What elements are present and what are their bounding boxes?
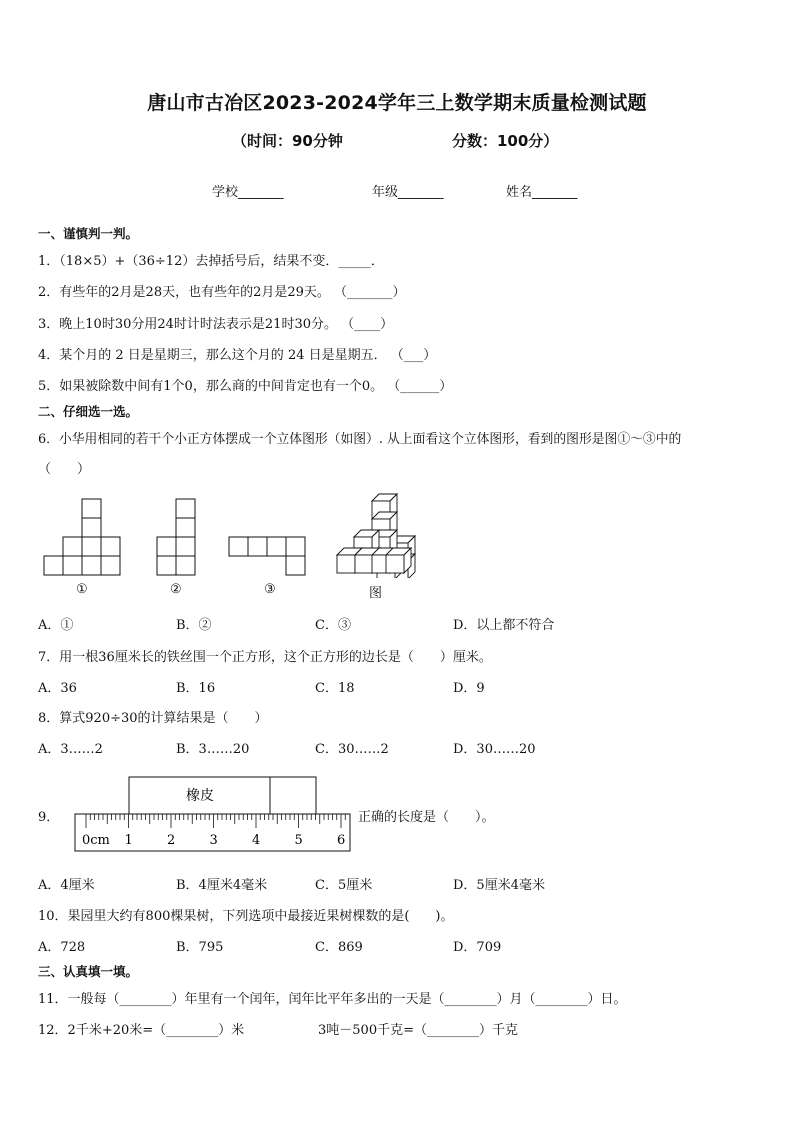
q7-option-b[interactable]: B．16 — [176, 681, 216, 696]
question-8: 8．算式920÷30的计算结果是（ ） — [38, 711, 268, 726]
figure-1-label: ① — [76, 582, 88, 597]
score-label: 分数：100分） — [452, 132, 559, 150]
q8-option-c[interactable]: C．30……2 — [315, 742, 389, 757]
q10-option-a[interactable]: A．728 — [38, 940, 86, 955]
q6-option-d[interactable]: D．以上都不符合 — [453, 618, 555, 633]
section-3-heading: 三、认真填一填。 — [38, 964, 139, 979]
q10-option-b[interactable]: B．795 — [176, 940, 224, 955]
q8-option-b[interactable]: B．3……20 — [176, 742, 250, 757]
question-12-part-b: 3吨－500千克=（________）千克 — [318, 1023, 518, 1038]
q10-option-c[interactable]: C．869 — [315, 940, 363, 955]
q6-option-b[interactable]: B．② — [176, 618, 212, 633]
section-1-heading: 一、谨慎判一判。 — [38, 226, 139, 241]
figure-3-top-view — [228, 535, 308, 579]
figure-label: 图 — [369, 586, 383, 601]
eraser-label: 橡皮 — [186, 788, 214, 804]
figure-2-label: ② — [170, 582, 182, 597]
q7-option-c[interactable]: C．18 — [315, 681, 355, 696]
grade-field: 年级_______ — [372, 185, 444, 200]
ruler-label: 5 — [294, 833, 303, 848]
q8-option-a[interactable]: A．3……2 — [38, 742, 103, 757]
question-11: 11．一般每（________）年里有一个闰年，闰年比平年多出的一天是（________）月（________）日。 — [38, 992, 627, 1007]
q7-option-a[interactable]: A．36 — [38, 681, 77, 696]
q6-option-a[interactable]: A．① — [38, 618, 74, 633]
q9-option-c[interactable]: C．5厘米 — [315, 878, 373, 893]
ruler-label: 1 — [124, 833, 133, 848]
q6-option-c[interactable]: C．③ — [315, 618, 351, 633]
question-1: 1．（18×5）+（36÷12）去掉括号后，结果不变．_____． — [38, 254, 384, 269]
name-field: 姓名_______ — [506, 185, 578, 200]
ruler-label: 3 — [209, 833, 218, 848]
question-10: 10．果园里大约有800棵果树，下列选项中最接近果树棵数的是( )。 — [38, 909, 454, 924]
question-3: 3．晚上10时30分用24时计时法表示是21时30分。 （____） — [38, 317, 394, 332]
page-title: 唐山市古冶区2023-2024学年三上数学期末质量检测试题 — [147, 92, 647, 114]
question-7: 7．用一根36厘米长的铁丝围一个正方形，这个正方形的边长是（ ）厘米。 — [38, 650, 492, 665]
ruler-label: 0cm — [82, 833, 110, 848]
school-field: 学校_______ — [212, 185, 284, 200]
question-5: 5．如果被除数中间有1个0，那么商的中间肯定也有一个0。 （______） — [38, 379, 453, 394]
question-6-blank: （ ） — [38, 462, 91, 477]
time-label: （时间：90分钟 — [232, 132, 343, 150]
figure-2-top-view — [156, 497, 198, 579]
question-9-number: 9． — [38, 810, 60, 825]
question-4: 4．某个月的 2 日是星期三，那么这个月的 24 日是星期五． （___） — [38, 348, 437, 363]
q10-option-d[interactable]: D．709 — [453, 940, 502, 955]
question-6: 6．小华用相同的若干个小正方体摆成一个立体图形（如图）. 从上面看这个立体图形，看到的图形是图①～③中的 — [38, 432, 682, 447]
figure-1-top-view — [43, 497, 123, 579]
ruler-label: 2 — [167, 833, 176, 848]
ruler-label: 6 — [337, 833, 346, 848]
ruler-label: 4 — [252, 833, 261, 848]
q9-option-d[interactable]: D．5厘米4毫米 — [453, 878, 545, 893]
question-2: 2．有些年的2月是28天，也有些年的2月是29天。 （_______） — [38, 285, 406, 300]
ruler-eraser-figure — [74, 775, 354, 853]
cube-stack-figure — [336, 492, 416, 578]
figure-3-label: ③ — [264, 582, 276, 597]
q7-option-d[interactable]: D．9 — [453, 681, 485, 696]
q9-option-a[interactable]: A．4厘米 — [38, 878, 95, 893]
eraser — [129, 777, 316, 814]
question-12-part-a: 12．2千米+20米=（________）米 — [38, 1023, 245, 1038]
q9-option-b[interactable]: B．4厘米4毫米 — [176, 878, 268, 893]
q8-option-d[interactable]: D．30……20 — [453, 742, 536, 757]
question-9-text: 正确的长度是（ ）。 — [358, 810, 495, 825]
section-2-heading: 二、仔细选一选。 — [38, 404, 139, 419]
